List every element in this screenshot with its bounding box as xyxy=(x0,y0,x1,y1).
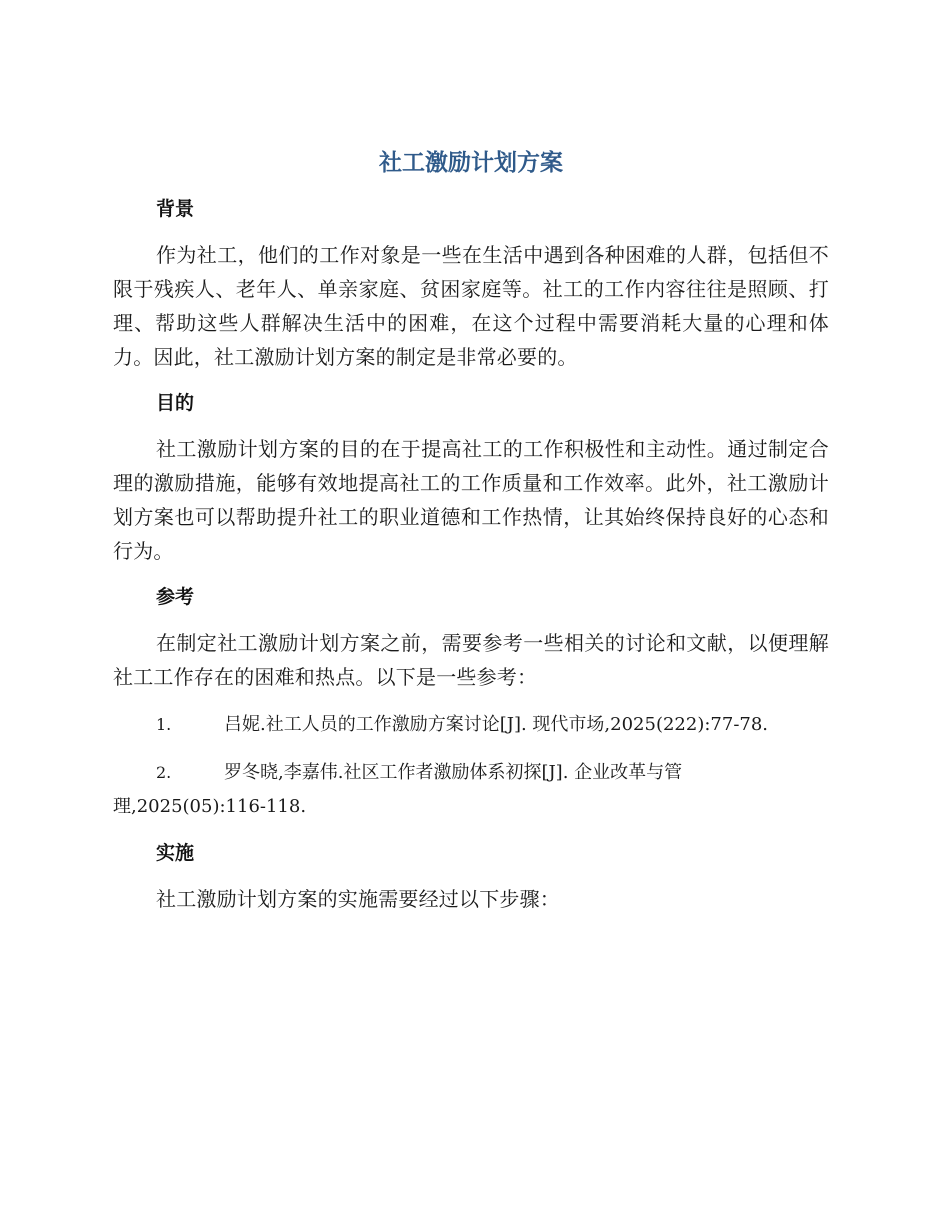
section-heading-implementation: 实施 xyxy=(156,842,195,864)
section-heading-background: 背景 xyxy=(156,198,195,220)
implementation-paragraph: 社工激励计划方案的实施需要经过以下步骤： xyxy=(156,887,560,911)
reference-line-1 xyxy=(113,756,829,790)
reference-number: 2. xyxy=(156,763,172,782)
document-title: 社工激励计划方案 xyxy=(379,150,563,176)
reference-text-line-1: 罗冬晓,李嘉伟.社区工作者激励体系初探[J]. 企业改革与管 xyxy=(224,762,683,783)
background-paragraph: 作为社工，他们的工作对象是一些在生活中遇到各种困难的人群，包括但不限于残疾人、老年人、单亲家庭、贫困家庭等。社工的工作内容往往是照顾、打理、帮助这些人群解决生活中的困难，在这个过程中需要消耗大量的心理和体力。因此，社工激励计划方案的制定是非常必要的。 xyxy=(113,243,829,369)
reference-text: 吕妮.社工人员的工作激励方案讨论[J]. 现代市场,2025(222):77-78. xyxy=(224,714,769,735)
document-body xyxy=(113,146,829,930)
reference-item-1 xyxy=(113,708,829,742)
reference-item-2 xyxy=(113,756,829,824)
section-heading-references: 参考 xyxy=(156,586,195,608)
section-heading-purpose: 目的 xyxy=(156,392,195,414)
purpose-paragraph: 社工激励计划方案的目的在于提高社工的工作积极性和主动性。通过制定合理的激励措施，能够有效地提高社工的工作质量和工作效率。此外，社工激励计划方案也可以帮助提升社工的职业道德和工作热情，让其始终保持良好的心态和行为。 xyxy=(113,437,829,563)
reference-number: 1. xyxy=(156,715,172,734)
references-intro-paragraph: 在制定社工激励计划方案之前，需要参考一些相关的讨论和文献，以便理解社工工作存在的困难和热点。以下是一些参考： xyxy=(113,631,829,689)
reference-text-line-2: 理,2025(05):116-118. xyxy=(113,796,307,817)
